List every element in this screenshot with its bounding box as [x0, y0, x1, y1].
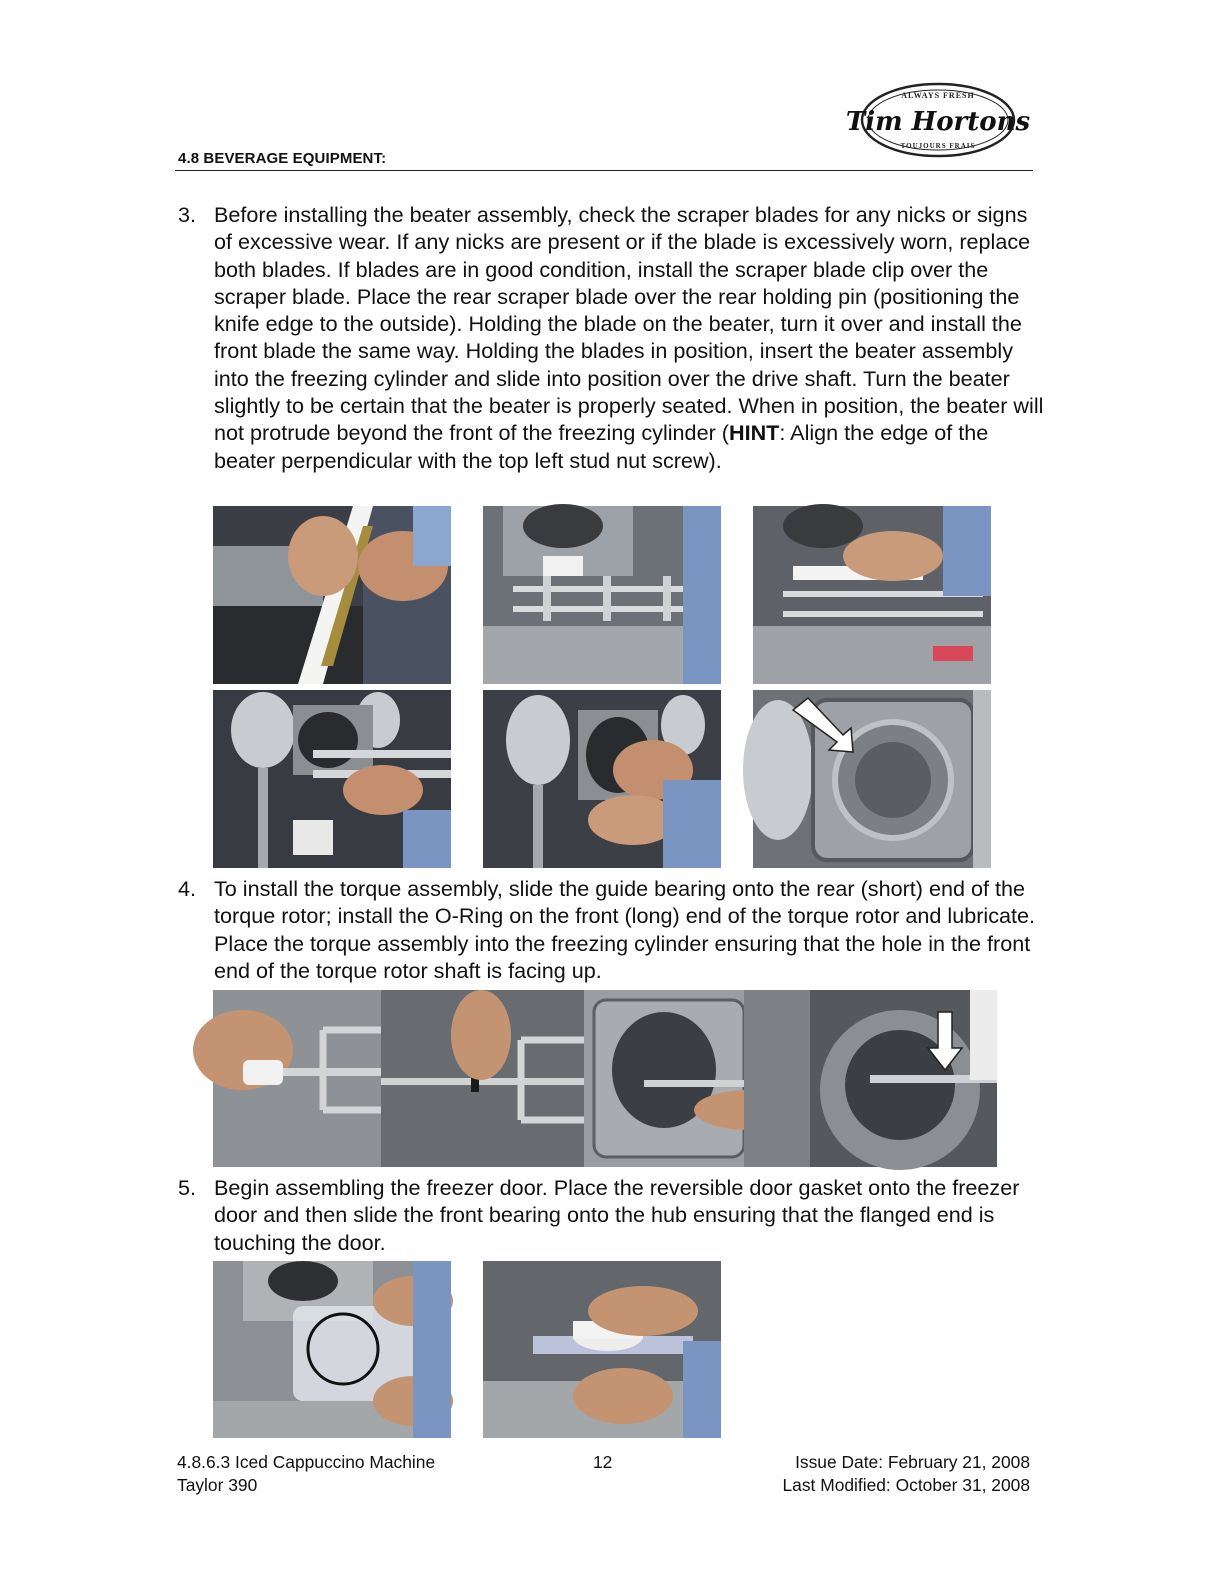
- step-text: Before installing the beater assembly, check the scraper blades for any nicks or signs of excessive wear. If any nicks are present or if the blade is excessively worn, replace both blades. If blades are in good condition, install the scraper blade clip over the scraper blade. Place the rear scraper blade over the rear holding pin (positioning the knife edge to the outside). Holding the blade on the beater, turn it over and install the front blade the same way. Holding the blades in position, insert the beater assembly into the freezing cylinder and slide into position over the drive shaft. Turn the beater slightly to be certain that the beater is properly seated. When in position, the beater will not protrude beyond the front of the freezing cylinder (HINT: Align the edge of the beater perpendicular with the top left stud nut screw).: [214, 202, 1044, 473]
- step-text: Begin assembling the freezer door. Place the reversible door gasket onto the freezer door and then slide the front bearing onto the hub ensuring that the flanged end is touching the door.: [214, 1175, 1020, 1255]
- photo-torque-insertion: [584, 990, 810, 1167]
- step-number: 3.: [178, 202, 197, 227]
- footer-right: [783, 1451, 1031, 1497]
- hint-label: HINT: [728, 420, 780, 446]
- photo-beater-seating: [483, 690, 721, 868]
- photo-front-bearing: [483, 1261, 721, 1438]
- svg-text:ALWAYS FRESH: ALWAYS FRESH: [901, 91, 975, 100]
- step-number: 4.: [178, 876, 197, 901]
- photo-beater-insertion: [213, 690, 451, 868]
- photo-o-ring: [381, 990, 584, 1167]
- tim-hortons-logo: [845, 80, 1031, 160]
- footer-last-modified: Last Modified: October 31, 2008: [782, 1475, 1030, 1495]
- photo-door-gasket: [213, 1261, 451, 1438]
- footer-page-number: 12: [593, 1452, 613, 1472]
- footer-issue-date: Issue Date: February 21, 2008: [795, 1452, 1030, 1472]
- photo-scraper-blade-install: [213, 506, 451, 684]
- footer-left: [177, 1451, 435, 1497]
- footer-document-title: 4.8.6.3 Iced Cappuccino Machine: [177, 1452, 436, 1472]
- svg-text:Tim Hortons: Tim Hortons: [845, 107, 1031, 137]
- photo-front-blade-install: [753, 506, 991, 684]
- photo-beater-blade-placement: [483, 506, 721, 684]
- svg-text:TOUJOURS FRAIS: TOUJOURS FRAIS: [900, 142, 976, 150]
- step-text: To install the torque assembly, slide the guide bearing onto the rear (short) end of the torque rotor; install the O-Ring on the front (long) end of the torque rotor and lubricate. Place the torque assembly into the freezing cylinder ensuring that the hole in the front end of the torque rotor shaft is facing up.: [214, 876, 1036, 983]
- footer-model: Taylor 390: [177, 1475, 258, 1495]
- photo-beater-seated-hint: [753, 690, 991, 868]
- photo-guide-bearing: [213, 990, 381, 1167]
- section-title: 4.8 BEVERAGE EQUIPMENT:: [178, 150, 387, 167]
- step-number: 5.: [178, 1175, 197, 1200]
- header-divider: [175, 170, 1033, 171]
- photo-torque-hole-facing-up: [810, 990, 997, 1167]
